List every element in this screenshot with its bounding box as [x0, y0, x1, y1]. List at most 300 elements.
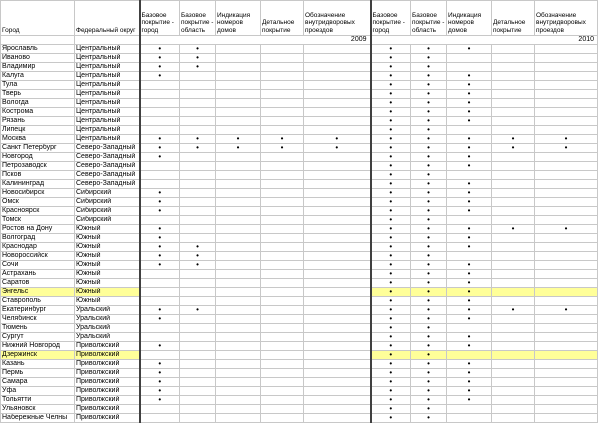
- cell-base-city-2009[interactable]: •: [140, 342, 180, 351]
- cell-detailed-2009[interactable]: [261, 342, 304, 351]
- cell-base-region-2010[interactable]: •: [411, 360, 447, 369]
- cell-driveways-2009[interactable]: [304, 405, 371, 414]
- cell-base-city-2010[interactable]: •: [371, 207, 411, 216]
- cell-base-city-2009[interactable]: [140, 351, 180, 360]
- cell-detailed-2010[interactable]: [492, 81, 535, 90]
- cell-detailed-2010[interactable]: [492, 378, 535, 387]
- cell-house-numbers-2009[interactable]: [216, 108, 261, 117]
- cell-driveways-2010[interactable]: [535, 351, 598, 360]
- cell-detailed-2009[interactable]: [261, 198, 304, 207]
- cell-driveways-2009[interactable]: [304, 261, 371, 270]
- cell-driveways-2010[interactable]: [535, 72, 598, 81]
- district-cell[interactable]: Приволжский: [75, 405, 140, 414]
- city-cell[interactable]: Ростов на Дону: [1, 225, 75, 234]
- cell-driveways-2010[interactable]: [535, 405, 598, 414]
- cell-base-region-2010[interactable]: •: [411, 180, 447, 189]
- cell-detailed-2010[interactable]: •: [492, 306, 535, 315]
- city-cell[interactable]: Тольятти: [1, 396, 75, 405]
- cell-base-region-2009[interactable]: [180, 117, 216, 126]
- cell-detailed-2009[interactable]: [261, 270, 304, 279]
- cell-detailed-2009[interactable]: [261, 396, 304, 405]
- cell-base-city-2009[interactable]: [140, 117, 180, 126]
- cell-detailed-2010[interactable]: [492, 216, 535, 225]
- header-house-numbers-2010[interactable]: Индикация номеров домов: [447, 1, 492, 36]
- cell-base-region-2009[interactable]: [180, 81, 216, 90]
- cell-driveways-2010[interactable]: •: [535, 225, 598, 234]
- cell-detailed-2010[interactable]: [492, 90, 535, 99]
- district-cell[interactable]: Северо-Западный: [75, 171, 140, 180]
- cell-house-numbers-2009[interactable]: [216, 207, 261, 216]
- district-cell[interactable]: Северо-Западный: [75, 153, 140, 162]
- cell-base-region-2009[interactable]: •: [180, 63, 216, 72]
- header-base-city-2010[interactable]: Базовое покрытие - город: [371, 1, 411, 36]
- cell-house-numbers-2010[interactable]: •: [447, 378, 492, 387]
- cell-house-numbers-2010[interactable]: •: [447, 243, 492, 252]
- city-cell[interactable]: Санкт Петербург: [1, 144, 75, 153]
- cell-base-city-2010[interactable]: •: [371, 162, 411, 171]
- district-cell[interactable]: Центральный: [75, 45, 140, 54]
- cell-house-numbers-2009[interactable]: [216, 45, 261, 54]
- cell-house-numbers-2009[interactable]: [216, 378, 261, 387]
- cell-detailed-2010[interactable]: [492, 99, 535, 108]
- cell-driveways-2009[interactable]: [304, 306, 371, 315]
- cell-detailed-2010[interactable]: [492, 369, 535, 378]
- cell-base-city-2009[interactable]: [140, 81, 180, 90]
- header-base-city-2009[interactable]: Базовое покрытие - город: [140, 1, 180, 36]
- cell-house-numbers-2009[interactable]: [216, 351, 261, 360]
- cell-driveways-2009[interactable]: [304, 162, 371, 171]
- cell-base-city-2009[interactable]: [140, 162, 180, 171]
- cell-house-numbers-2010[interactable]: •: [447, 342, 492, 351]
- cell-driveways-2010[interactable]: [535, 162, 598, 171]
- cell-base-region-2009[interactable]: [180, 324, 216, 333]
- cell-base-region-2009[interactable]: [180, 378, 216, 387]
- cell-driveways-2010[interactable]: [535, 342, 598, 351]
- cell-base-region-2009[interactable]: [180, 225, 216, 234]
- cell-house-numbers-2010[interactable]: [447, 54, 492, 63]
- cell-house-numbers-2009[interactable]: [216, 387, 261, 396]
- cell-detailed-2009[interactable]: [261, 63, 304, 72]
- district-cell[interactable]: Центральный: [75, 117, 140, 126]
- cell-detailed-2009[interactable]: [261, 225, 304, 234]
- cell-base-city-2010[interactable]: •: [371, 90, 411, 99]
- cell-base-city-2010[interactable]: •: [371, 297, 411, 306]
- cell-driveways-2010[interactable]: [535, 243, 598, 252]
- city-cell[interactable]: Дзержинск: [1, 351, 75, 360]
- cell-detailed-2010[interactable]: [492, 414, 535, 423]
- cell-detailed-2010[interactable]: [492, 180, 535, 189]
- cell-detailed-2010[interactable]: [492, 270, 535, 279]
- cell-driveways-2009[interactable]: [304, 225, 371, 234]
- cell-house-numbers-2009[interactable]: [216, 225, 261, 234]
- cell-house-numbers-2009[interactable]: [216, 171, 261, 180]
- cell-base-region-2009[interactable]: [180, 153, 216, 162]
- cell-base-city-2010[interactable]: •: [371, 198, 411, 207]
- cell-base-region-2009[interactable]: •: [180, 243, 216, 252]
- cell-base-city-2009[interactable]: •: [140, 207, 180, 216]
- cell-driveways-2009[interactable]: [304, 207, 371, 216]
- city-cell[interactable]: Нижний Новгород: [1, 342, 75, 351]
- cell-driveways-2009[interactable]: [304, 216, 371, 225]
- cell-house-numbers-2010[interactable]: •: [447, 117, 492, 126]
- cell-house-numbers-2010[interactable]: •: [447, 360, 492, 369]
- cell-base-city-2009[interactable]: •: [140, 234, 180, 243]
- cell-base-region-2010[interactable]: •: [411, 369, 447, 378]
- cell-detailed-2009[interactable]: [261, 360, 304, 369]
- cell-base-region-2009[interactable]: •: [180, 252, 216, 261]
- cell-detailed-2010[interactable]: [492, 117, 535, 126]
- cell-driveways-2010[interactable]: [535, 216, 598, 225]
- cell-base-region-2009[interactable]: [180, 387, 216, 396]
- cell-base-city-2009[interactable]: •: [140, 225, 180, 234]
- cell-base-city-2010[interactable]: •: [371, 351, 411, 360]
- cell-base-region-2009[interactable]: [180, 234, 216, 243]
- cell-base-region-2010[interactable]: •: [411, 45, 447, 54]
- cell-house-numbers-2009[interactable]: [216, 153, 261, 162]
- year-row-blank-city[interactable]: [1, 36, 75, 45]
- cell-base-region-2009[interactable]: [180, 405, 216, 414]
- cell-detailed-2010[interactable]: [492, 360, 535, 369]
- cell-driveways-2009[interactable]: [304, 315, 371, 324]
- district-cell[interactable]: Южный: [75, 288, 140, 297]
- cell-driveways-2010[interactable]: [535, 387, 598, 396]
- cell-detailed-2010[interactable]: [492, 387, 535, 396]
- cell-detailed-2009[interactable]: [261, 72, 304, 81]
- cell-house-numbers-2009[interactable]: [216, 99, 261, 108]
- cell-base-region-2009[interactable]: [180, 351, 216, 360]
- cell-base-city-2009[interactable]: •: [140, 252, 180, 261]
- cell-detailed-2010[interactable]: [492, 198, 535, 207]
- cell-base-city-2009[interactable]: •: [140, 189, 180, 198]
- cell-house-numbers-2009[interactable]: [216, 279, 261, 288]
- cell-driveways-2010[interactable]: [535, 180, 598, 189]
- cell-house-numbers-2009[interactable]: [216, 261, 261, 270]
- city-cell[interactable]: Новороссийск: [1, 252, 75, 261]
- cell-detailed-2010[interactable]: [492, 252, 535, 261]
- cell-base-city-2010[interactable]: •: [371, 81, 411, 90]
- cell-base-region-2010[interactable]: •: [411, 162, 447, 171]
- cell-driveways-2009[interactable]: [304, 297, 371, 306]
- cell-driveways-2010[interactable]: [535, 63, 598, 72]
- city-cell[interactable]: Москва: [1, 135, 75, 144]
- cell-house-numbers-2010[interactable]: [447, 405, 492, 414]
- cell-driveways-2010[interactable]: [535, 324, 598, 333]
- cell-house-numbers-2009[interactable]: [216, 198, 261, 207]
- cell-driveways-2009[interactable]: [304, 126, 371, 135]
- cell-base-region-2010[interactable]: •: [411, 387, 447, 396]
- cell-detailed-2009[interactable]: [261, 216, 304, 225]
- cell-driveways-2009[interactable]: [304, 288, 371, 297]
- cell-driveways-2010[interactable]: [535, 369, 598, 378]
- city-cell[interactable]: Набережные Челны: [1, 414, 75, 423]
- cell-house-numbers-2009[interactable]: [216, 270, 261, 279]
- cell-detailed-2010[interactable]: [492, 288, 535, 297]
- cell-house-numbers-2010[interactable]: •: [447, 297, 492, 306]
- cell-driveways-2010[interactable]: [535, 153, 598, 162]
- cell-base-city-2009[interactable]: [140, 297, 180, 306]
- cell-base-region-2009[interactable]: [180, 396, 216, 405]
- cell-house-numbers-2010[interactable]: •: [447, 279, 492, 288]
- cell-base-city-2009[interactable]: •: [140, 144, 180, 153]
- cell-driveways-2010[interactable]: •: [535, 306, 598, 315]
- cell-house-numbers-2010[interactable]: •: [447, 207, 492, 216]
- cell-detailed-2010[interactable]: [492, 315, 535, 324]
- cell-house-numbers-2009[interactable]: [216, 72, 261, 81]
- cell-detailed-2010[interactable]: [492, 279, 535, 288]
- cell-house-numbers-2010[interactable]: [447, 216, 492, 225]
- cell-house-numbers-2010[interactable]: •: [447, 189, 492, 198]
- cell-driveways-2009[interactable]: [304, 63, 371, 72]
- city-cell[interactable]: Тула: [1, 81, 75, 90]
- cell-base-region-2009[interactable]: [180, 333, 216, 342]
- cell-driveways-2010[interactable]: [535, 189, 598, 198]
- cell-base-city-2010[interactable]: •: [371, 306, 411, 315]
- district-cell[interactable]: Центральный: [75, 90, 140, 99]
- cell-base-region-2009[interactable]: •: [180, 306, 216, 315]
- cell-house-numbers-2010[interactable]: •: [447, 45, 492, 54]
- cell-driveways-2010[interactable]: [535, 117, 598, 126]
- cell-house-numbers-2010[interactable]: [447, 414, 492, 423]
- cell-house-numbers-2010[interactable]: •: [447, 306, 492, 315]
- district-cell[interactable]: Сибирский: [75, 189, 140, 198]
- district-cell[interactable]: Северо-Западный: [75, 144, 140, 153]
- cell-house-numbers-2010[interactable]: [447, 324, 492, 333]
- cell-house-numbers-2010[interactable]: •: [447, 261, 492, 270]
- cell-base-region-2010[interactable]: •: [411, 270, 447, 279]
- cell-house-numbers-2009[interactable]: [216, 252, 261, 261]
- cell-base-region-2009[interactable]: •: [180, 144, 216, 153]
- cell-house-numbers-2010[interactable]: •: [447, 135, 492, 144]
- cell-house-numbers-2009[interactable]: [216, 54, 261, 63]
- cell-house-numbers-2010[interactable]: •: [447, 288, 492, 297]
- cell-detailed-2010[interactable]: [492, 396, 535, 405]
- cell-detailed-2009[interactable]: [261, 405, 304, 414]
- cell-base-region-2010[interactable]: •: [411, 234, 447, 243]
- district-cell[interactable]: Приволжский: [75, 360, 140, 369]
- city-cell[interactable]: Калуга: [1, 72, 75, 81]
- city-cell[interactable]: Волгоград: [1, 234, 75, 243]
- cell-house-numbers-2010[interactable]: •: [447, 81, 492, 90]
- city-cell[interactable]: Астрахань: [1, 270, 75, 279]
- header-base-region-2009[interactable]: Базовое покрытие - область: [180, 1, 216, 36]
- cell-detailed-2009[interactable]: [261, 324, 304, 333]
- cell-base-city-2010[interactable]: •: [371, 171, 411, 180]
- city-cell[interactable]: Кострома: [1, 108, 75, 117]
- city-cell[interactable]: Краснодар: [1, 243, 75, 252]
- cell-base-city-2010[interactable]: •: [371, 324, 411, 333]
- cell-base-city-2009[interactable]: •: [140, 360, 180, 369]
- cell-driveways-2009[interactable]: [304, 342, 371, 351]
- cell-detailed-2009[interactable]: [261, 288, 304, 297]
- cell-base-region-2009[interactable]: •: [180, 261, 216, 270]
- cell-detailed-2009[interactable]: [261, 261, 304, 270]
- cell-detailed-2009[interactable]: [261, 252, 304, 261]
- cell-house-numbers-2009[interactable]: [216, 189, 261, 198]
- cell-base-city-2010[interactable]: •: [371, 405, 411, 414]
- cell-driveways-2010[interactable]: [535, 252, 598, 261]
- cell-house-numbers-2009[interactable]: [216, 324, 261, 333]
- city-cell[interactable]: Томск: [1, 216, 75, 225]
- cell-house-numbers-2010[interactable]: •: [447, 270, 492, 279]
- cell-driveways-2009[interactable]: [304, 108, 371, 117]
- cell-house-numbers-2009[interactable]: [216, 243, 261, 252]
- header-district[interactable]: Федеральный округ: [75, 1, 140, 36]
- district-cell[interactable]: Сибирский: [75, 198, 140, 207]
- cell-house-numbers-2010[interactable]: •: [447, 153, 492, 162]
- district-cell[interactable]: Южный: [75, 279, 140, 288]
- cell-base-city-2010[interactable]: •: [371, 243, 411, 252]
- cell-driveways-2009[interactable]: [304, 324, 371, 333]
- cell-house-numbers-2010[interactable]: •: [447, 198, 492, 207]
- cell-base-region-2010[interactable]: •: [411, 414, 447, 423]
- cell-base-region-2010[interactable]: •: [411, 207, 447, 216]
- cell-base-city-2010[interactable]: •: [371, 72, 411, 81]
- cell-base-city-2010[interactable]: •: [371, 252, 411, 261]
- district-cell[interactable]: Уральский: [75, 333, 140, 342]
- cell-base-region-2010[interactable]: •: [411, 135, 447, 144]
- cell-house-numbers-2010[interactable]: •: [447, 144, 492, 153]
- cell-base-region-2010[interactable]: •: [411, 189, 447, 198]
- cell-base-city-2010[interactable]: •: [371, 45, 411, 54]
- cell-base-region-2009[interactable]: [180, 342, 216, 351]
- district-cell[interactable]: Уральский: [75, 306, 140, 315]
- cell-driveways-2009[interactable]: [304, 180, 371, 189]
- cell-base-city-2009[interactable]: [140, 414, 180, 423]
- cell-detailed-2010[interactable]: [492, 351, 535, 360]
- cell-base-city-2010[interactable]: •: [371, 342, 411, 351]
- cell-base-city-2010[interactable]: •: [371, 216, 411, 225]
- cell-driveways-2009[interactable]: [304, 243, 371, 252]
- district-cell[interactable]: Южный: [75, 297, 140, 306]
- cell-driveways-2009[interactable]: [304, 270, 371, 279]
- cell-base-region-2010[interactable]: •: [411, 54, 447, 63]
- cell-driveways-2009[interactable]: [304, 279, 371, 288]
- cell-driveways-2009[interactable]: [304, 387, 371, 396]
- cell-detailed-2010[interactable]: [492, 333, 535, 342]
- cell-house-numbers-2009[interactable]: •: [216, 144, 261, 153]
- district-cell[interactable]: Южный: [75, 261, 140, 270]
- cell-house-numbers-2010[interactable]: •: [447, 234, 492, 243]
- cell-base-region-2009[interactable]: [180, 180, 216, 189]
- cell-base-region-2010[interactable]: •: [411, 126, 447, 135]
- cell-base-city-2009[interactable]: •: [140, 135, 180, 144]
- cell-house-numbers-2009[interactable]: [216, 63, 261, 72]
- cell-base-city-2009[interactable]: [140, 279, 180, 288]
- cell-house-numbers-2009[interactable]: [216, 315, 261, 324]
- district-cell[interactable]: Центральный: [75, 126, 140, 135]
- city-cell[interactable]: Вологда: [1, 99, 75, 108]
- district-cell[interactable]: Южный: [75, 252, 140, 261]
- cell-driveways-2009[interactable]: [304, 153, 371, 162]
- cell-driveways-2009[interactable]: [304, 72, 371, 81]
- cell-driveways-2009[interactable]: [304, 333, 371, 342]
- cell-house-numbers-2010[interactable]: [447, 171, 492, 180]
- district-cell[interactable]: Южный: [75, 234, 140, 243]
- cell-detailed-2010[interactable]: [492, 108, 535, 117]
- cell-driveways-2009[interactable]: [304, 189, 371, 198]
- cell-base-region-2009[interactable]: [180, 369, 216, 378]
- city-cell[interactable]: Энгельс: [1, 288, 75, 297]
- cell-base-region-2009[interactable]: [180, 198, 216, 207]
- cell-house-numbers-2010[interactable]: •: [447, 315, 492, 324]
- city-cell[interactable]: Новосибирск: [1, 189, 75, 198]
- cell-detailed-2009[interactable]: [261, 279, 304, 288]
- district-cell[interactable]: Центральный: [75, 81, 140, 90]
- cell-driveways-2010[interactable]: [535, 360, 598, 369]
- cell-base-city-2010[interactable]: •: [371, 261, 411, 270]
- cell-base-region-2009[interactable]: [180, 360, 216, 369]
- cell-base-city-2009[interactable]: •: [140, 396, 180, 405]
- cell-base-region-2009[interactable]: [180, 99, 216, 108]
- cell-driveways-2010[interactable]: [535, 171, 598, 180]
- cell-house-numbers-2009[interactable]: [216, 369, 261, 378]
- cell-base-region-2010[interactable]: •: [411, 324, 447, 333]
- cell-house-numbers-2010[interactable]: •: [447, 396, 492, 405]
- cell-base-region-2009[interactable]: [180, 216, 216, 225]
- cell-base-city-2010[interactable]: •: [371, 225, 411, 234]
- cell-base-city-2009[interactable]: [140, 216, 180, 225]
- cell-house-numbers-2009[interactable]: [216, 333, 261, 342]
- cell-house-numbers-2009[interactable]: [216, 414, 261, 423]
- cell-base-region-2009[interactable]: [180, 189, 216, 198]
- cell-base-city-2009[interactable]: [140, 324, 180, 333]
- cell-detailed-2009[interactable]: [261, 315, 304, 324]
- cell-driveways-2009[interactable]: [304, 198, 371, 207]
- cell-driveways-2010[interactable]: [535, 270, 598, 279]
- cell-base-region-2010[interactable]: •: [411, 405, 447, 414]
- city-cell[interactable]: Сургут: [1, 333, 75, 342]
- cell-base-region-2009[interactable]: [180, 270, 216, 279]
- cell-base-city-2009[interactable]: [140, 99, 180, 108]
- cell-house-numbers-2010[interactable]: [447, 126, 492, 135]
- cell-driveways-2010[interactable]: [535, 198, 598, 207]
- cell-detailed-2010[interactable]: [492, 63, 535, 72]
- cell-house-numbers-2010[interactable]: •: [447, 387, 492, 396]
- cell-detailed-2010[interactable]: [492, 54, 535, 63]
- cell-driveways-2010[interactable]: [535, 288, 598, 297]
- cell-driveways-2009[interactable]: [304, 252, 371, 261]
- city-cell[interactable]: Рязань: [1, 117, 75, 126]
- header-driveways-2009[interactable]: Обозначение внутридворовых проездов: [304, 1, 371, 36]
- city-cell[interactable]: Владимир: [1, 63, 75, 72]
- cell-base-region-2010[interactable]: •: [411, 279, 447, 288]
- district-cell[interactable]: Центральный: [75, 135, 140, 144]
- cell-base-city-2010[interactable]: •: [371, 333, 411, 342]
- cell-driveways-2010[interactable]: [535, 99, 598, 108]
- cell-base-city-2009[interactable]: •: [140, 369, 180, 378]
- cell-detailed-2010[interactable]: [492, 162, 535, 171]
- city-cell[interactable]: Петрозаводск: [1, 162, 75, 171]
- cell-base-region-2010[interactable]: •: [411, 243, 447, 252]
- cell-driveways-2010[interactable]: [535, 108, 598, 117]
- cell-detailed-2009[interactable]: [261, 297, 304, 306]
- cell-detailed-2010[interactable]: •: [492, 225, 535, 234]
- cell-base-city-2010[interactable]: •: [371, 63, 411, 72]
- cell-detailed-2009[interactable]: [261, 369, 304, 378]
- cell-driveways-2010[interactable]: [535, 333, 598, 342]
- cell-driveways-2009[interactable]: [304, 360, 371, 369]
- cell-base-city-2010[interactable]: •: [371, 288, 411, 297]
- cell-base-region-2009[interactable]: •: [180, 135, 216, 144]
- cell-base-city-2009[interactable]: •: [140, 243, 180, 252]
- cell-house-numbers-2010[interactable]: •: [447, 369, 492, 378]
- city-cell[interactable]: Иваново: [1, 54, 75, 63]
- district-cell[interactable]: Северо-Западный: [75, 180, 140, 189]
- city-cell[interactable]: Ярославль: [1, 45, 75, 54]
- cell-house-numbers-2010[interactable]: •: [447, 90, 492, 99]
- cell-detailed-2010[interactable]: [492, 405, 535, 414]
- cell-base-city-2010[interactable]: •: [371, 279, 411, 288]
